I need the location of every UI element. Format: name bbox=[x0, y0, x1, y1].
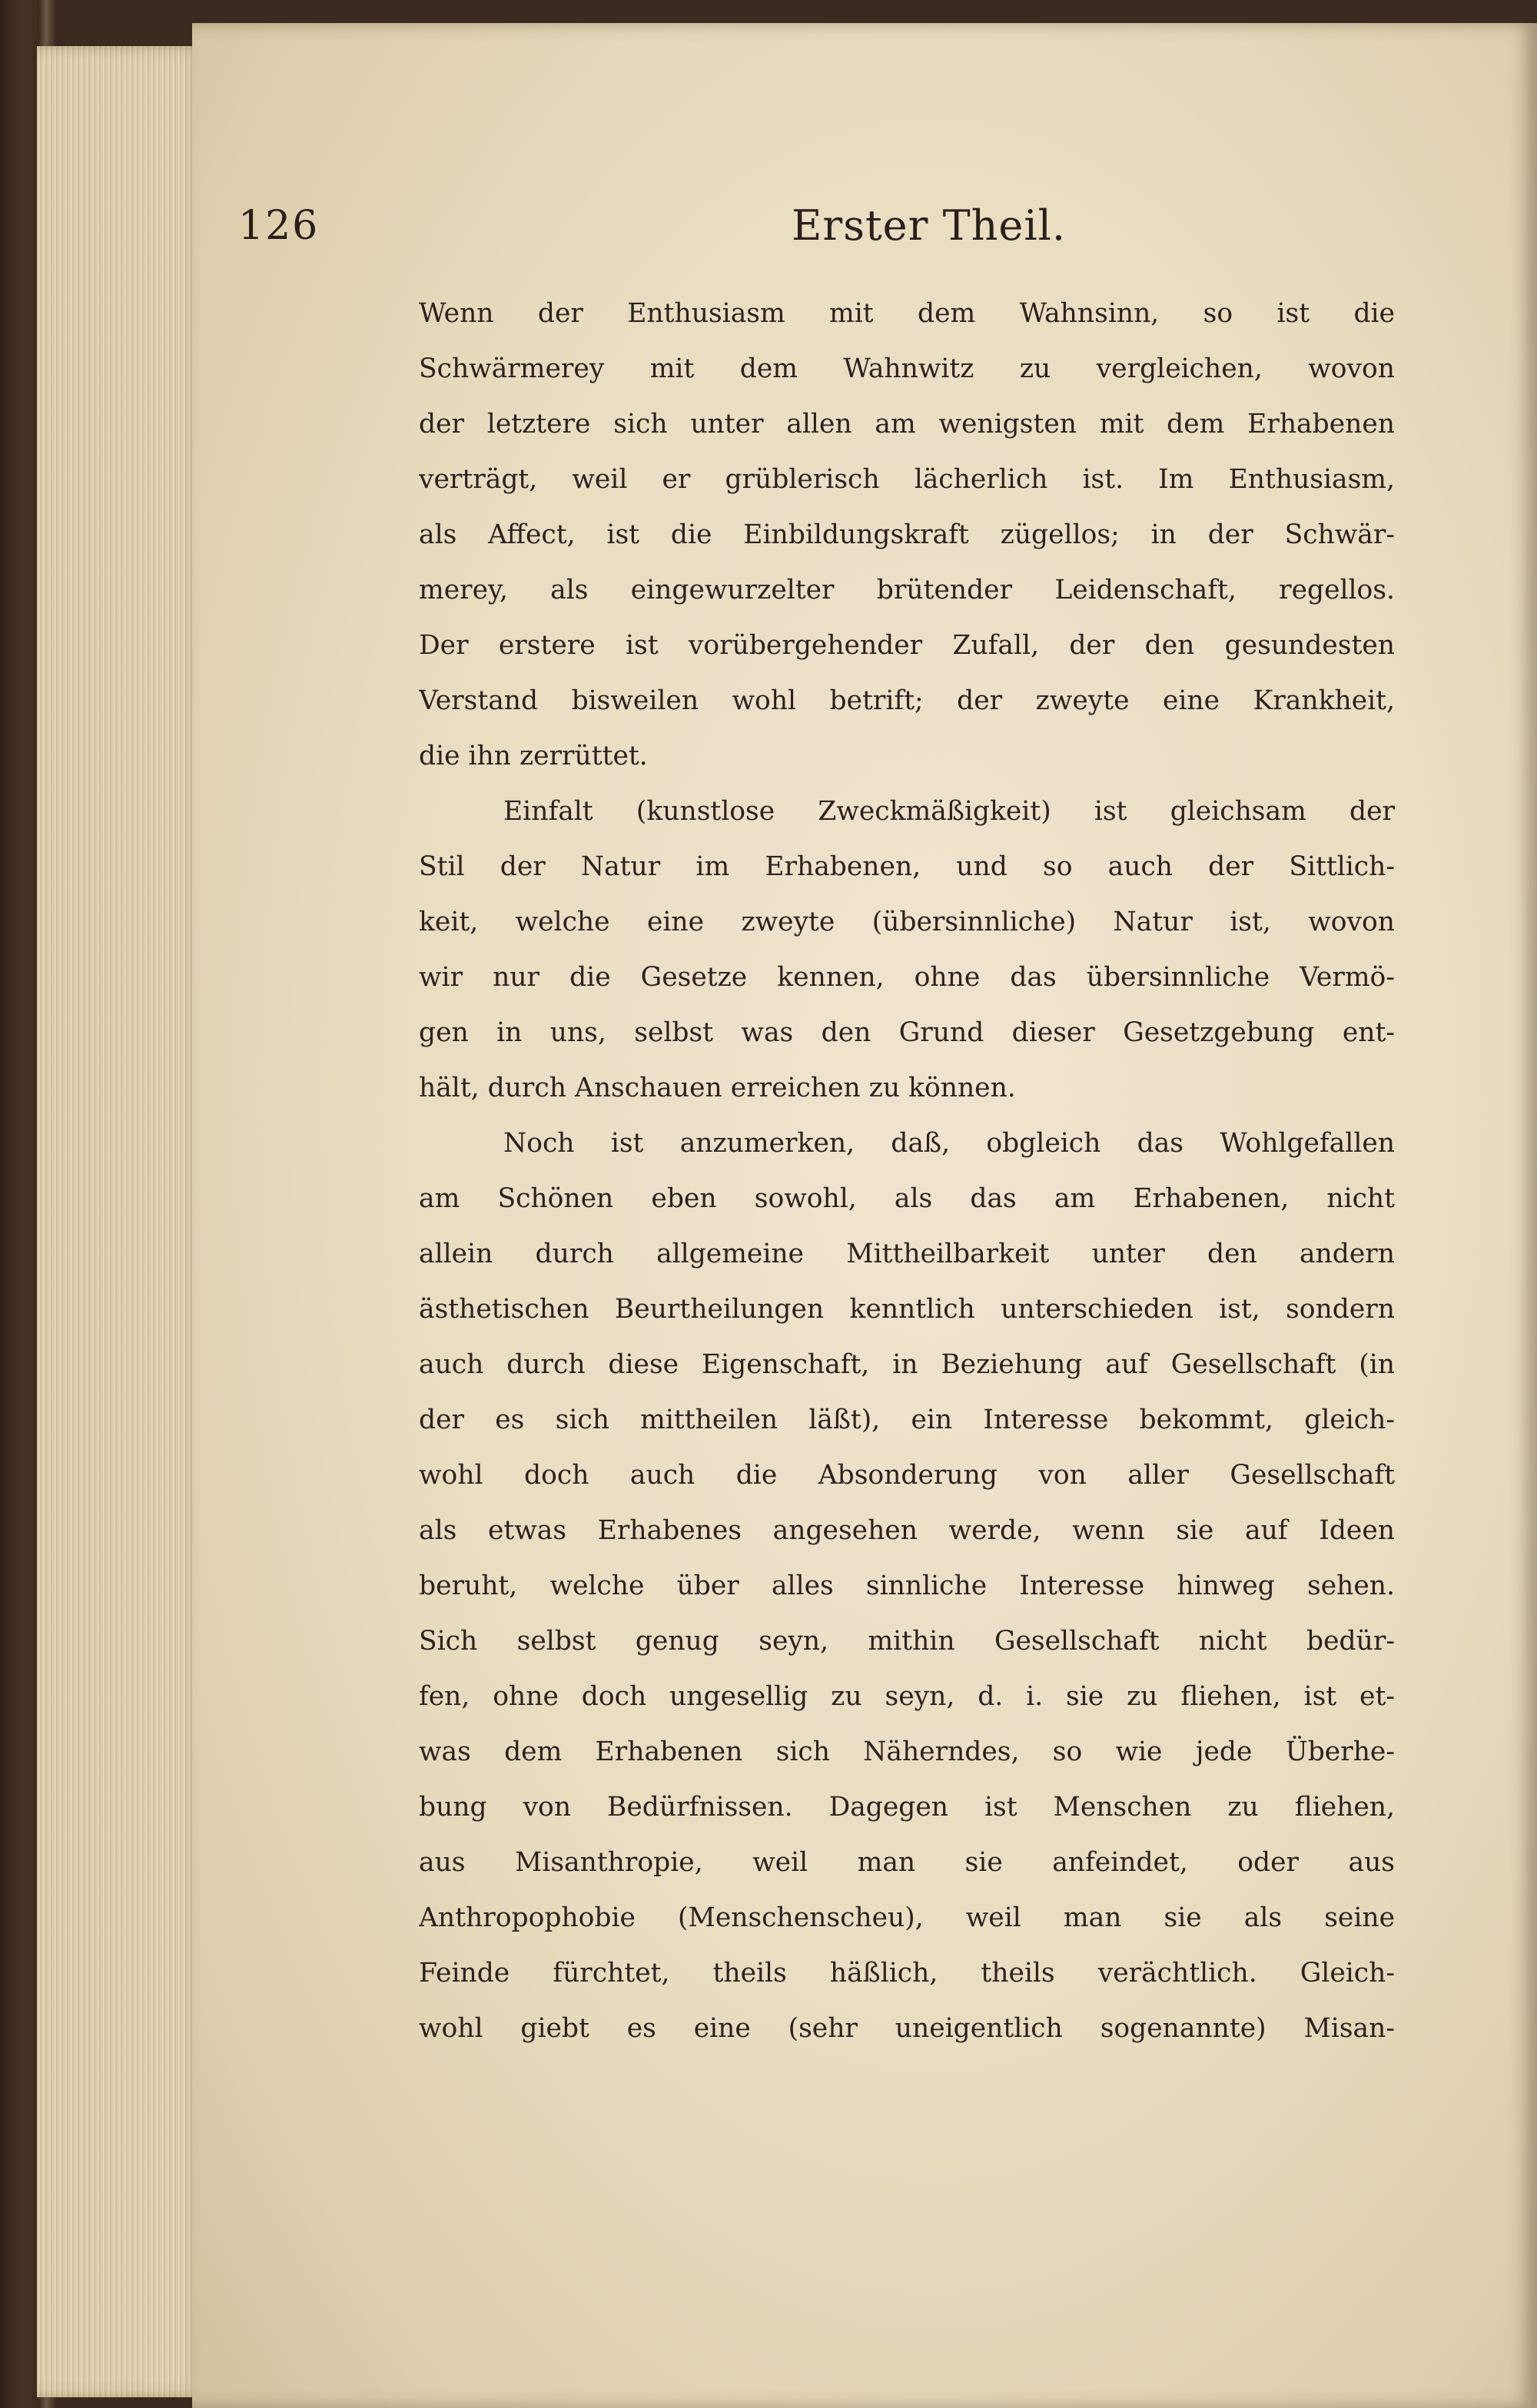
text-line: Schwärmerey mit dem Wahnwitz zu vergleichen, wovon bbox=[419, 353, 1395, 384]
text-line: Wenn der Enthusiasm mit dem Wahnsinn, so ist die bbox=[419, 298, 1395, 329]
page-number: 126 bbox=[238, 203, 320, 249]
text-line: aus Misanthropie, weil man sie anfeindet, oder aus bbox=[419, 1847, 1395, 1878]
text-line: Der erstere ist vorübergehender Zufall, der den gesundesten bbox=[419, 630, 1395, 661]
text-line: gen in uns, selbst was den Grund dieser Gesetzgebung ent- bbox=[419, 1017, 1395, 1048]
running-head: Erster Theil. bbox=[792, 201, 1067, 250]
text-line: verträgt, weil er grüblerisch lächerlich ist. Im Enthusiasm, bbox=[419, 464, 1395, 495]
text-line: am Schönen eben sowohl, als das am Erhabenen, nicht bbox=[419, 1183, 1395, 1214]
text-line: keit, welche eine zweyte (übersinnliche) Natur ist, wovon bbox=[419, 907, 1395, 937]
text-line: der es sich mittheilen läßt), ein Interesse bekommt, gleich- bbox=[419, 1405, 1395, 1435]
paragraph-3 bbox=[419, 1116, 1395, 2056]
text-line: bung von Bedürfnissen. Dagegen ist Menschen zu fliehen, bbox=[419, 1792, 1395, 1823]
text-line: wohl giebt es eine (sehr uneigentlich sogenannte) Misan- bbox=[419, 2013, 1395, 2044]
text-line: fen, ohne doch ungesellig zu seyn, d. i. sie zu fliehen, ist et- bbox=[419, 1681, 1395, 1712]
text-line: allein durch allgemeine Mittheilbarkeit unter den andern bbox=[419, 1239, 1395, 1269]
text-line: ästhetischen Beurtheilungen kenntlich unterschieden ist, sondern bbox=[419, 1294, 1395, 1325]
text-line: was dem Erhabenen sich Näherndes, so wie jede Überhe- bbox=[419, 1736, 1395, 1767]
text-line: als etwas Erhabenes angesehen werde, wenn sie auf Ideen bbox=[419, 1515, 1395, 1546]
text-line: merey, als eingewurzelter brütender Leidenschaft, regellos. bbox=[419, 575, 1395, 605]
text-line: Feinde fürchtet, theils häßlich, theils verächtlich. Gleich- bbox=[419, 1958, 1395, 1988]
text-block bbox=[419, 286, 1395, 2056]
text-line: die ihn zerrüttet. bbox=[419, 741, 648, 771]
page-edges bbox=[37, 46, 206, 2397]
text-line: auch durch diese Eigenschaft, in Beziehung auf Gesellschaft (in bbox=[419, 1349, 1395, 1380]
text-line: Einfalt (kunstlose Zweckmäßigkeit) ist gleichsam der bbox=[503, 796, 1395, 827]
text-line: beruht, welche über alles sinnliche Interesse hinweg sehen. bbox=[419, 1571, 1395, 1601]
paragraph-2 bbox=[419, 784, 1395, 1116]
text-line: Stil der Natur im Erhabenen, und so auch der Sittlich- bbox=[419, 851, 1395, 882]
text-line: als Affect, ist die Einbildungskraft zügellos; in der Schwär- bbox=[419, 519, 1395, 550]
text-line: wohl doch auch die Absonderung von aller Gesellschaft bbox=[419, 1460, 1395, 1491]
text-line: Noch ist anzumerken, daß, obgleich das Wohlgefallen bbox=[503, 1128, 1395, 1159]
paragraph-1 bbox=[419, 286, 1395, 784]
text-line: wir nur die Gesetze kennen, ohne das übersinnliche Vermö- bbox=[419, 962, 1395, 993]
text-line: hält, durch Anschauen erreichen zu können. bbox=[419, 1073, 1016, 1103]
page-header bbox=[238, 203, 1399, 264]
text-line: Verstand bisweilen wohl betrift; der zweyte eine Krankheit, bbox=[419, 685, 1395, 716]
text-line: Sich selbst genug seyn, mithin Gesellschaft nicht bedür- bbox=[419, 1626, 1395, 1657]
text-line: der letztere sich unter allen am wenigsten mit dem Erhabenen bbox=[419, 409, 1395, 439]
text-line: Anthropophobie (Menschenscheu), weil man sie als seine bbox=[419, 1902, 1395, 1933]
